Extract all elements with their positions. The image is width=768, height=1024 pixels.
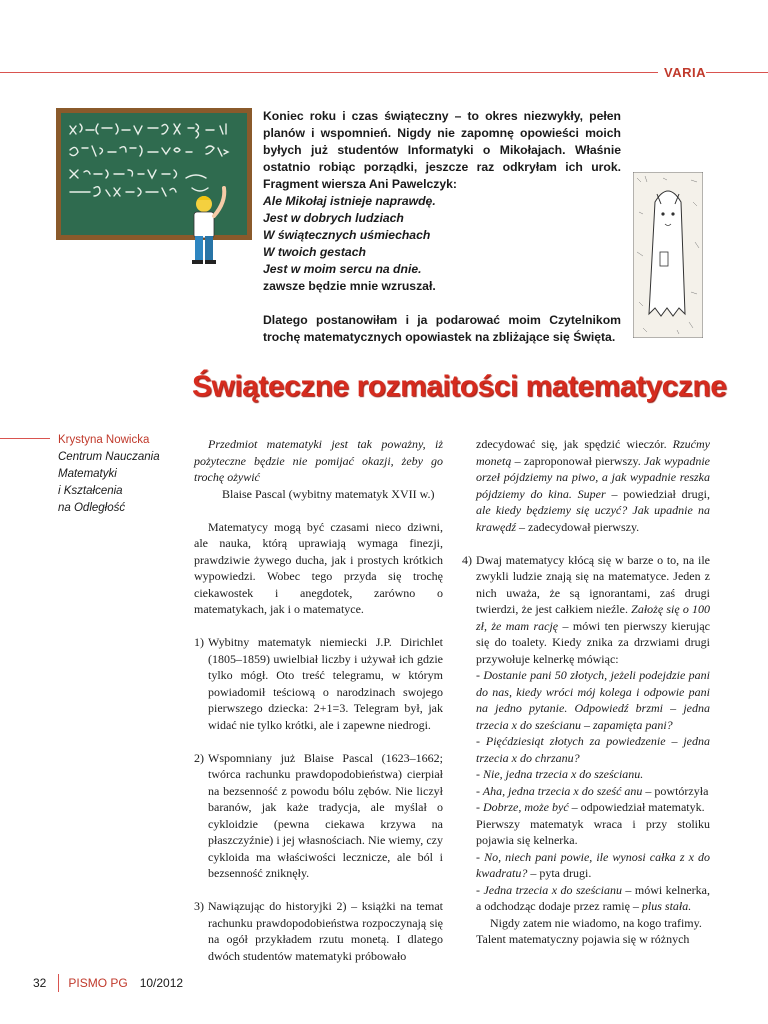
author-affiliation-1: Centrum Nauczania bbox=[58, 451, 160, 463]
intro-paragraph: Matematycy mogą być czasami nieco dziwni, ale nauka, którą uprawiają wymaga finezji, prawdziwie żywego ducha, jak i prostych krótkich wypowiedzi. Wobec tego przyda się trochę ciekawostek i anegdotek, zarówno o matematykach, jak i o matematyce. bbox=[194, 519, 443, 616]
article-title: Świąteczne rozmaitości matematyczne bbox=[192, 370, 727, 403]
magazine-name: PISMO PG bbox=[68, 976, 128, 990]
poem-line-2: Jest w dobrych ludziach bbox=[263, 211, 404, 225]
epigraph-quote: Przedmiot matematyki jest tak poważny, iż pożyteczne będzie nie pomijać okazji, żeby go trochę ożywić bbox=[194, 437, 443, 484]
dialog-line-5: - Dobrze, może być – odpowiedział matematyk. bbox=[476, 800, 705, 814]
epigraph-author: Blaise Pascal (wybitny matematyk XVII w.) bbox=[222, 486, 435, 501]
poem-line-5: Jest w moim sercu na dnie. bbox=[263, 262, 422, 276]
anecdote-1-number: 1) bbox=[194, 635, 204, 649]
dialog-line-3: - Nie, jedna trzecia x do sześcianu. bbox=[476, 767, 644, 781]
closing-line: Nigdy zatem nie wiadomo, na kogo trafimy. bbox=[490, 915, 702, 930]
anecdote-3-text: Nawiązując do historyjki 2) – książki na temat rachunku prawdopodobieństwa rozpoczynają się na ogół przykładem rzutu monetą. I dlatego dwóch studentów matematyki próbowało bbox=[208, 899, 443, 963]
next-anecdote-start: Talent matematyczny pojawia się w różnych bbox=[476, 932, 690, 946]
anecdote-3 bbox=[194, 898, 443, 964]
ghost-illustration bbox=[633, 172, 703, 338]
dialog-line-7: - No, niech pani powie, ile wynosi całka z x do kwadratu? – pyta drugi. bbox=[476, 849, 710, 880]
dialog-line-4: - Aha, jedna trzecia x do sześć anu – powtórzyła bbox=[476, 783, 709, 798]
anecdote-2-text: Wspomniany już Blaise Pascal (1623–1662; twórca rachunku prawdopodobieństwa) cierpiał na bezsenność z powodu bólu zębów. Nie liczył baranów, jak każe tradycja, ale myślał o cykloidzie (pewna ciekawa krzywa na płaszczyźnie) i jej własnościach. Nie wiemy, czy cykloida ma właściwości lecznicze, ale ból i bezsenność zniknęły. bbox=[208, 750, 443, 880]
author-affiliation-3: i Kształcenia bbox=[58, 485, 123, 497]
author-name: Krystyna Nowicka bbox=[58, 434, 150, 446]
page-footer bbox=[33, 974, 183, 992]
dialog-line-1: - Dostanie pani 50 złotych, jeżeli podejdzie pani do nas, kiedy wróci mój kolega i odpowie pani na jedno pytanie. Odpowiedź brzmi – jedna trzecia x do sześcianu – zapamięta pani? bbox=[476, 668, 710, 732]
dialog-line-2: - Pięćdziesiąt złotych za powiedzenie – jedna trzecia x do chrzanu? bbox=[476, 734, 710, 765]
anecdote-4-number: 4) bbox=[462, 552, 472, 567]
footer-divider bbox=[58, 974, 59, 992]
chalkboard-illustration bbox=[56, 108, 252, 264]
chalkboard-icon bbox=[56, 108, 252, 264]
anecdote-1-text: Wybitny matematyk niemiecki J.P. Dirichlet (1805–1859) uwielbiał liczby i używał ich gdzie tylko mógł. Oto treść telegramu, w którym powiadomił teściową o narodzinach swojego pierwszego dziecka: 2+1=3. Telegram był, jak widać nie tylko krótki, ale i zapewne niedrogi. bbox=[208, 635, 443, 732]
dialog-line-6: Pierwszy matematyk wraca i przy stoliku pojawia się kelnerka. bbox=[476, 816, 710, 847]
anecdote-2 bbox=[194, 750, 443, 882]
anecdote-2-number: 2) bbox=[194, 750, 204, 765]
poem-line-1: Ale Mikołaj istnieje naprawdę. bbox=[263, 194, 436, 208]
section-label: VARIA bbox=[658, 65, 706, 80]
ghost-icon bbox=[633, 172, 703, 338]
author-rule bbox=[0, 438, 50, 439]
issue-number: 10/2012 bbox=[139, 976, 184, 990]
dialog-line-8: - Jedna trzecia x do sześcianu – mówi kelnerka, a odchodząc dodaje przez ramię – plus stała. bbox=[476, 882, 710, 913]
author-affiliation-2: Matematyki bbox=[58, 468, 117, 480]
anecdote-4 bbox=[462, 552, 710, 668]
anecdote-4-text: Dwaj matematycy kłócą się w barze o to, na ile zwykli ludzie znają się na matematyce. Jeden z nich uważa, że są ignorantami, zaś drugi twierdzi, że jest całkiem nieźle. Założę się o 100 zł, że mam rację – mówi ten pierwszy kierując się do toalety. Kiedy znika za drzwiami drugi przywołuje kelnerkę mówiąc: bbox=[476, 552, 710, 666]
poem-line-4: W twoich gestach bbox=[263, 245, 366, 259]
intro-paragraph-2: Dlatego postanowiłam i ja podarować moim Czytelnikom trochę matematycznych opowiastek na zbliżające się Święta. bbox=[263, 313, 621, 344]
anecdote-3-continued: zdecydować się, jak spędzić wieczór. Rzućmy monetą – zaproponował pierwszy. Jak wypadnie orzeł pójdziemy na piwo, a jak wypadnie reszka pójdziemy do kina. Super – powiedział drugi, ale kiedy będziemy się uczyć? Jak upadnie na krawędź – zadecydował pierwszy. bbox=[476, 437, 711, 534]
poem-line-3: W świątecznych uśmiechach bbox=[263, 228, 431, 242]
header-rule bbox=[0, 72, 768, 73]
page-number: 32 bbox=[33, 976, 47, 990]
anecdote-3-number: 3) bbox=[194, 899, 204, 913]
author-affiliation-4: na Odległość bbox=[58, 502, 126, 514]
article-column-1 bbox=[194, 436, 443, 964]
intro-block bbox=[263, 108, 621, 346]
poem-line-6: zawsze będzie mnie wzruszał. bbox=[263, 279, 436, 293]
article-column-2 bbox=[462, 436, 710, 948]
intro-paragraph-1: Koniec roku i czas świąteczny – to okres niezwykły, pełen planów i wspomnień. Nigdy nie zapomnę opowieści moich byłych już studentów Informatyki o Mikołajach. Właśnie ostatnio robiąc porządki, jeszcze raz odkryłam ich urok. Fragment wiersza Ani Pawelczyk: bbox=[263, 109, 621, 191]
author-block bbox=[58, 432, 178, 517]
anecdote-1 bbox=[194, 634, 443, 733]
